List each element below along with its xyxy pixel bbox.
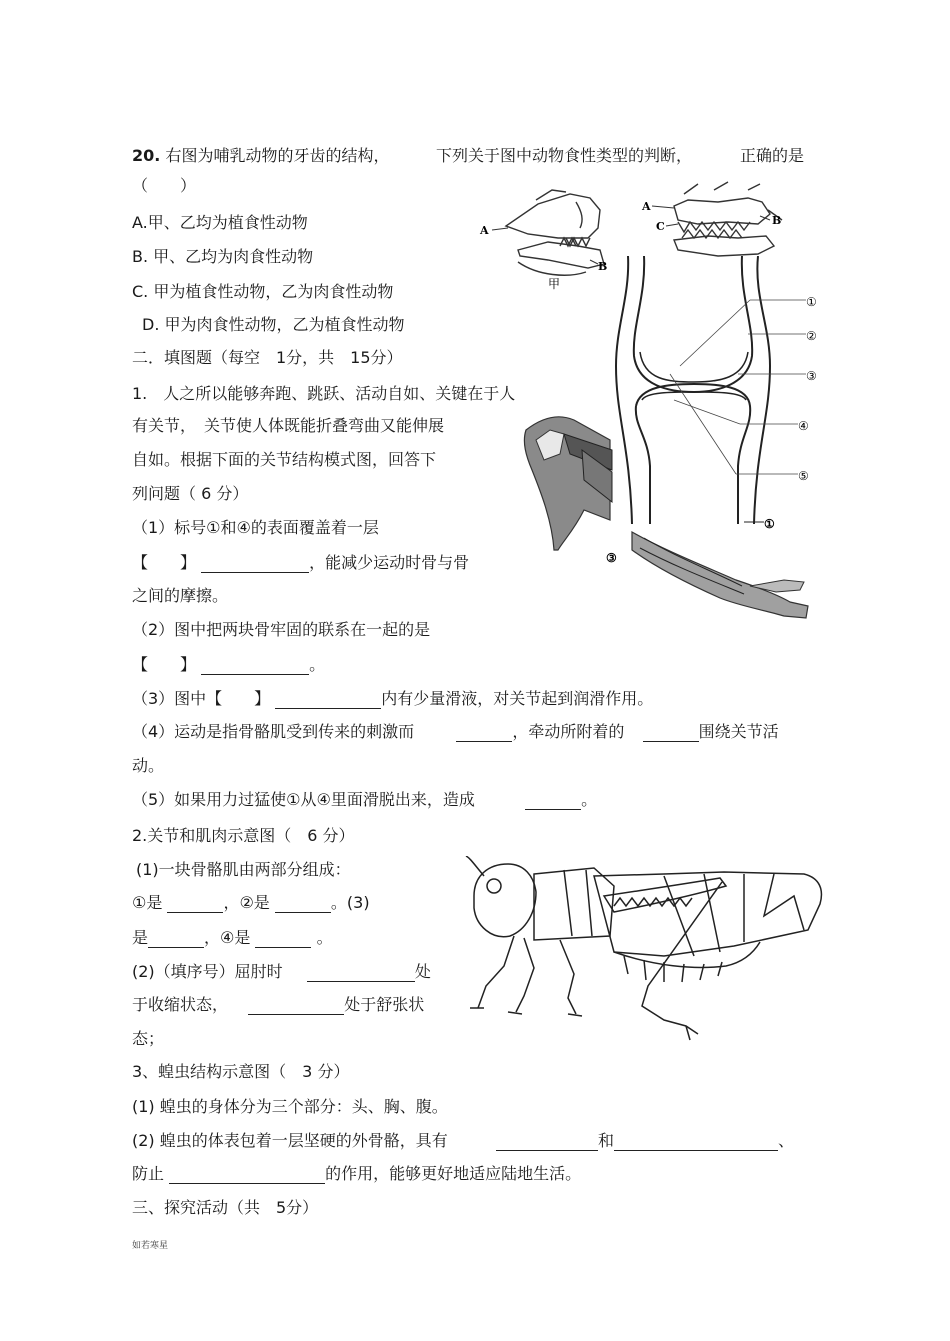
locust-q2-line1 — [132, 1131, 794, 1151]
teeth-label-b-right: B — [772, 214, 782, 227]
joint-q1-blank[interactable] — [201, 556, 309, 573]
locust-title: 3、蝗虫结构示意图（ 3 分） — [132, 1062, 350, 1081]
arm-label-3: ③ — [606, 551, 617, 565]
muscle-l2-c: 。 — [316, 928, 333, 947]
muscle-title: 2.关节和肌肉示意图（ 6 分） — [132, 826, 355, 845]
muscle-l1-b: ，②是 — [223, 893, 270, 912]
muscle-l2-a: 是 — [132, 928, 149, 947]
q20-option-c: C. 甲为植食性动物，乙为肉食性动物 — [132, 282, 394, 301]
teeth-label-a-right: A — [642, 200, 651, 213]
joint-q3-head: （3）图中【 】 — [132, 689, 271, 708]
arm-muscle-diagram — [514, 410, 814, 628]
joint-q4-blank2[interactable] — [643, 725, 699, 742]
arm-label-1: ① — [764, 517, 775, 531]
joint-q2-blank[interactable] — [201, 658, 309, 675]
joint-q4 — [132, 722, 779, 742]
q20-stem-part1: 右图为哺乳动物的牙齿的结构， — [165, 146, 390, 165]
muscle-blank-6[interactable] — [248, 998, 344, 1015]
locust-q2-c: 、 — [777, 1131, 794, 1150]
joint-q1-line1: （1）标号①和④的表面覆盖着一层 — [132, 518, 379, 537]
q20-stem-part3: 正确的是 — [740, 146, 805, 165]
joint-q2-line1: （2）图中把两块骨牢固的联系在一起的是 — [132, 620, 431, 639]
muscle-q1: (1)一块骨骼肌由两部分组成： — [136, 860, 351, 879]
muscle-l2-b: ，④是 — [204, 928, 251, 947]
locust-q2-a: (2) 蝗虫的体表包着一层坚硬的外骨骼，具有 — [132, 1131, 448, 1150]
joint-q1-tail: ，能减少运动时骨与骨 — [309, 553, 470, 572]
muscle-q2-b: 处 — [414, 962, 431, 981]
grasshopper-figure — [464, 856, 826, 1042]
q20-option-a: A.甲、乙均为植食性动物 — [132, 213, 308, 232]
joint-q1-bracket: 【 】 — [132, 553, 197, 572]
q20-number: 20. — [132, 146, 161, 165]
teeth-label-c: C — [656, 220, 665, 233]
joint-intro-line4: 列问题（ 6 分） — [132, 484, 249, 503]
muscle-blank-3[interactable] — [148, 931, 204, 948]
muscle-blank-2[interactable] — [275, 896, 331, 913]
joint-q4-blank1[interactable] — [456, 725, 512, 742]
muscle-q2-line3: 态； — [132, 1029, 165, 1048]
muscle-q2-a: (2)（填序号）屈肘时 — [132, 962, 283, 981]
joint-q2-bracket: 【 】 — [132, 655, 197, 674]
section3-title: 三、探究活动（共 5分） — [132, 1198, 319, 1217]
joint-q1-line2 — [132, 553, 469, 573]
grasshopper-wing — [594, 872, 821, 956]
joint-label-1: ① — [806, 295, 817, 309]
locust-q2-d: 防止 — [132, 1164, 165, 1183]
joint-q5-tail: 。 — [581, 790, 598, 809]
joint-q3-blank[interactable] — [275, 692, 381, 709]
teeth-label-a-left: A — [480, 224, 489, 237]
muscle-q2-d: 处于舒张状 — [344, 995, 425, 1014]
muscle-q2-line2 — [132, 995, 424, 1015]
joint-q4-line2: 动。 — [132, 756, 165, 775]
muscle-blank-5[interactable] — [307, 965, 415, 982]
muscle-l1-c: 。(3) — [330, 893, 370, 912]
muscle-q2-line1 — [132, 962, 431, 982]
muscle-line2 — [132, 928, 333, 948]
q20-answer-paren: （ ） — [132, 176, 197, 195]
q20-stem-part2: 下列关于图中动物食性类型的判断， — [436, 146, 693, 165]
locust-q2-e: 的作用，能够更好地适应陆地生活。 — [325, 1164, 582, 1183]
q20-stem — [132, 146, 389, 166]
teeth-label-jia: 甲 — [548, 277, 561, 291]
locust-q2-b: 和 — [597, 1131, 614, 1150]
muscle-blank-1[interactable] — [167, 896, 223, 913]
muscle-l1-a: ①是 — [132, 893, 163, 912]
joint-label-5: ⑤ — [798, 469, 809, 483]
teeth-label-b-left: B — [598, 260, 608, 273]
locust-q1: (1) 蝗虫的身体分为三个部分：头、胸、腹。 — [132, 1097, 448, 1116]
muscle-line1 — [132, 893, 370, 913]
joint-q3 — [132, 689, 653, 709]
joint-q4-tail: 围绕关节活 — [698, 722, 779, 741]
joint-label-3: ③ — [806, 369, 817, 383]
locust-blank-2[interactable] — [614, 1134, 778, 1151]
section2-title: 二．填图题（每空 1分，共 15分） — [132, 348, 403, 367]
joint-q4-head: （4）运动是指骨骼肌受到传来的刺激而 — [132, 722, 415, 741]
locust-q2-line2 — [132, 1164, 581, 1184]
joint-q4-mid: ，牵动所附着的 — [512, 722, 625, 741]
joint-q5-blank[interactable] — [525, 793, 581, 810]
joint-intro-line3: 自如。根据下面的关节结构模式图，回答下 — [132, 450, 437, 469]
grasshopper-eye — [487, 879, 501, 893]
joint-label-2: ② — [806, 329, 817, 343]
q20-option-b: B. 甲、乙均为肉食性动物 — [132, 247, 314, 266]
joint-q3-tail: 内有少量滑液，对关节起到润滑作用。 — [381, 689, 654, 708]
muscle-q2-c: 于收缩状态， — [132, 995, 229, 1014]
joint-intro-line1: 1. 人之所以能够奔跑、跳跃、活动自如、关键在于人 — [132, 384, 516, 403]
joint-q2-tail: 。 — [309, 655, 326, 674]
muscle-blank-4[interactable] — [255, 931, 311, 948]
joint-q5-head: （5）如果用力过猛使①从④里面滑脱出来，造成 — [132, 790, 475, 809]
teeth-skull-yi — [674, 182, 782, 256]
joint-intro-line2: 有关节， 关节使人体既能折叠弯曲又能伸展 — [132, 416, 445, 435]
joint-q2-line2 — [132, 655, 325, 675]
joint-q5 — [132, 790, 597, 810]
locust-blank-1[interactable] — [496, 1134, 598, 1151]
locust-blank-3[interactable] — [169, 1167, 325, 1184]
teeth-skull-jia — [506, 190, 604, 275]
upper-bone — [634, 256, 752, 392]
page-footer: 如若寒星 — [132, 1241, 169, 1251]
joint-label-4: ④ — [798, 419, 809, 433]
q20-option-d: D. 甲为肉食性动物，乙为植食性动物 — [142, 315, 405, 334]
joint-q1-line3: 之间的摩擦。 — [132, 586, 229, 605]
